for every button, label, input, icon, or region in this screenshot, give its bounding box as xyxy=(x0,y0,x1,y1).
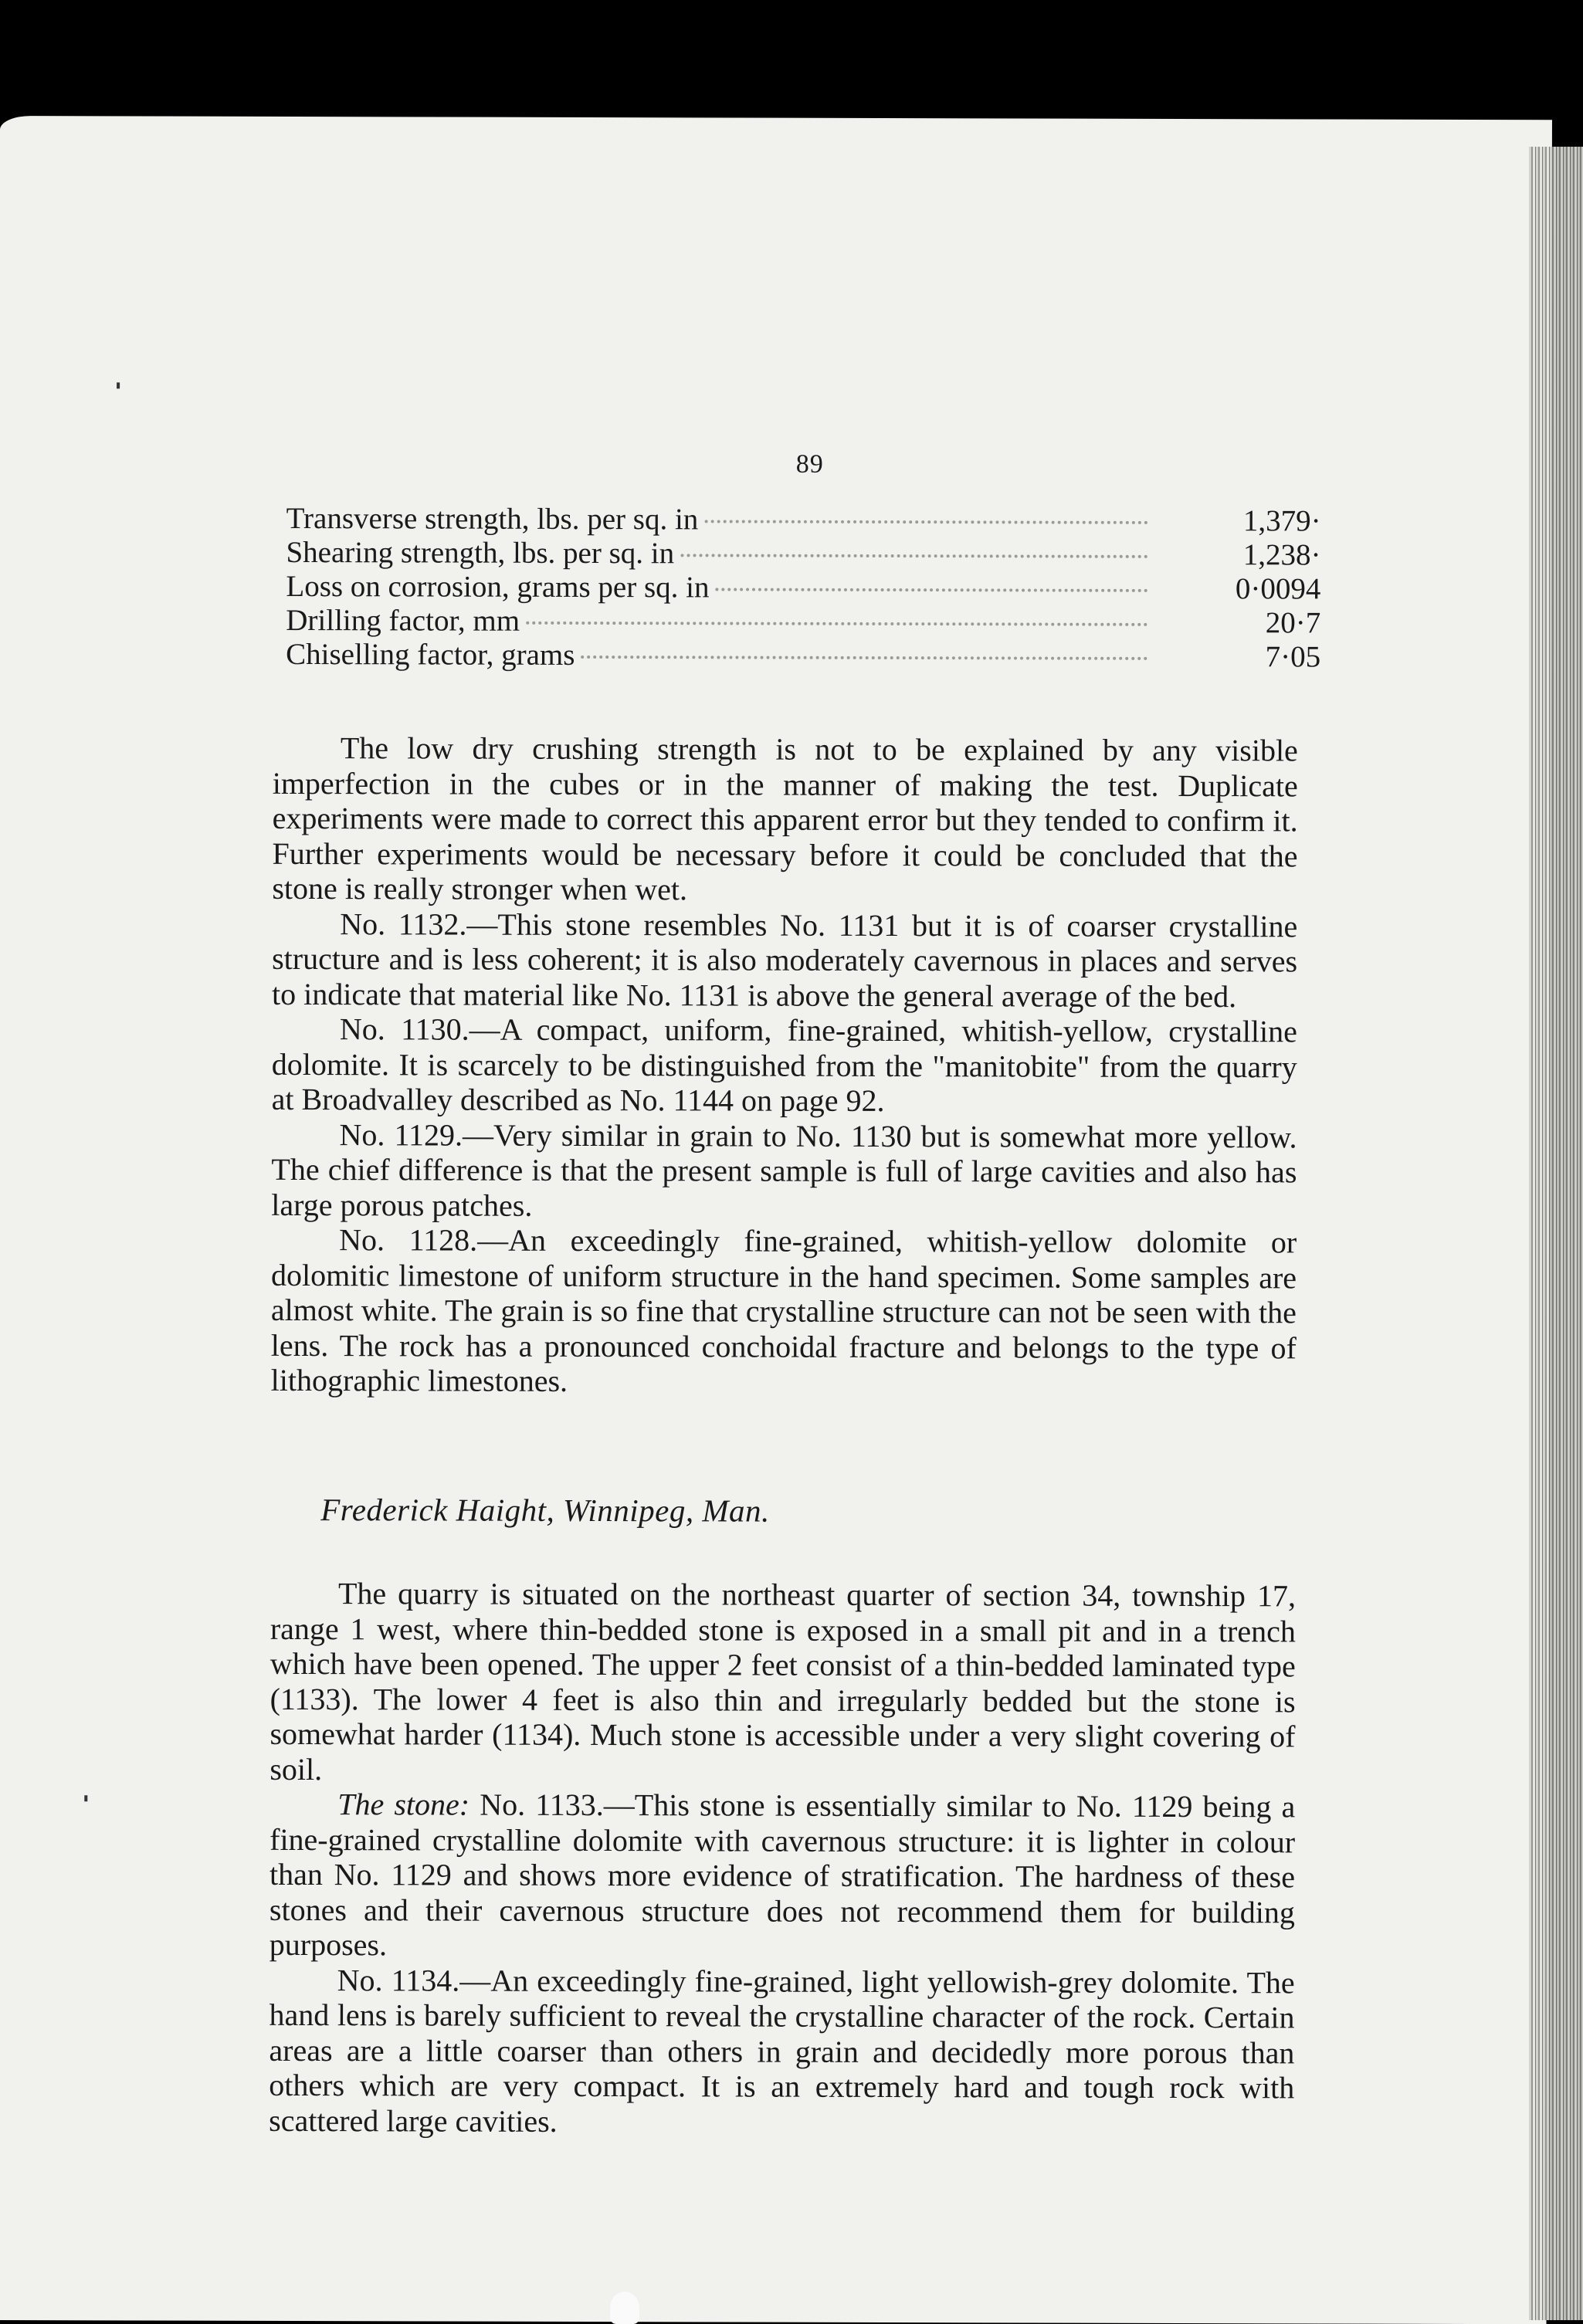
property-label: Loss on corrosion, grams per sq. in xyxy=(286,569,710,605)
scan-smudge xyxy=(610,2292,639,2324)
stone-text: No. 1133.—This stone is essentially similar to No. 1129 being a fine-grained crystalline dolomite with cavernous structure: it is lighter in colour than No. 1129 and shows more evidence of stratification. The hardness of these stones and their cavernous structure does not recommend them for building purposes. xyxy=(269,1787,1296,1963)
property-value: 7·05 xyxy=(1265,640,1321,674)
dot-leader xyxy=(716,588,1148,591)
property-label: Shearing strength, lbs. per sq. in xyxy=(286,535,675,571)
property-row xyxy=(286,501,1321,538)
page-number: 89 xyxy=(795,449,824,479)
dot-leader xyxy=(680,554,1147,558)
stone-lead-in: The stone: xyxy=(337,1787,470,1822)
paragraph-no-1132: No. 1132.—This stone resembles No. 1131 but it is of coarser crystalline structure and is less coherent; it is also moderately cavernous in places and serves to indicate that material like No. 1131 is above the general average of the bed. xyxy=(271,906,1298,1014)
properties-table xyxy=(286,501,1321,674)
section-heading: Frederick Haight, Winnipeg, Man. xyxy=(320,1492,770,1529)
property-value: 1,238· xyxy=(1242,538,1321,572)
property-row xyxy=(286,603,1320,640)
dot-leader xyxy=(526,622,1147,626)
paragraph-quarry: The quarry is situated on the northeast quarter of section 34, township 17, range 1 west, where thin-bedded stone is exposed in a small pit and in a trench which have been opened. The upper 2 feet consist of a thin-bedded laminated type (1133). The lower 4 feet is also thin and irregularly bedded but the stone is somewhat harder (1134). Much stone is accessible under a very slight covering of soil. xyxy=(269,1576,1297,1787)
property-value: 20·7 xyxy=(1265,606,1321,640)
paragraph-no-1130: No. 1130.—A compact, uniform, fine-grained, whitish-yellow, crystalline dolomite. It is scarcely to be distinguished from the "manitobite" from the quarry at Broadvalley described as No. 1144 on page 92. xyxy=(271,1011,1297,1119)
property-value: 1,379· xyxy=(1242,504,1321,538)
page-edge-stack xyxy=(1529,147,1583,2320)
property-row xyxy=(286,637,1320,674)
scan-frame-top xyxy=(0,0,1583,135)
paragraph-stone-1133 xyxy=(269,1787,1296,1965)
paragraph-crushing-strength: The low dry crushing strength is not to be explained by any visible imperfection in the cubes or in the manner of making the test. Duplicate experiments were made to correct this apparent error but they tended to confirm it. Further experiments would be necessary before it could be concluded that the stone is really stronger when wet. xyxy=(272,730,1298,907)
book-page xyxy=(0,116,1552,2324)
paragraph-no-1134: No. 1134.—An exceedingly fine-grained, light yellowish-grey dolomite. The hand lens is barely sufficient to reveal the crystalline character of the rock. Certain areas are a little coarser than others in grain and decidedly more porous than others which are very compact. It is an extremely hard and tough rock with scattered large cavities. xyxy=(269,1962,1295,2139)
dot-leader xyxy=(704,520,1147,524)
scan-speck xyxy=(117,382,120,388)
body-text-lower xyxy=(269,1576,1296,2140)
scan-speck xyxy=(84,1795,87,1801)
property-row xyxy=(286,535,1320,572)
paragraph-no-1129: No. 1129.—Very similar in grain to No. 1130 but is somewhat more yellow. The chief difference is that the present sample is full of large cavities and also has large porous patches. xyxy=(271,1116,1297,1223)
body-text-upper xyxy=(271,730,1298,1401)
dot-leader xyxy=(581,656,1147,660)
property-label: Transverse strength, lbs. per sq. in xyxy=(286,501,699,537)
property-label: Chiselling factor, grams xyxy=(286,637,575,672)
paragraph-no-1128: No. 1128.—An exceedingly fine-grained, whitish-yellow dolomite or dolomitic limestone of uniform structure in the hand specimen. Some samples are almost white. The grain is so fine that crystalline structure can not be seen with the lens. The rock has a pronounced conchoidal fracture and belongs to the type of lithographic limestones. xyxy=(270,1222,1297,1398)
property-value: 0·0094 xyxy=(1235,572,1321,606)
property-row xyxy=(286,569,1320,606)
property-label: Drilling factor, mm xyxy=(286,603,520,638)
